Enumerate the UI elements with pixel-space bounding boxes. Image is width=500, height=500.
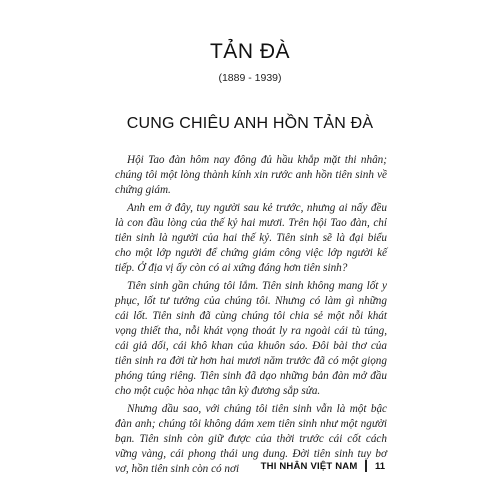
paragraph: Hội Tao đàn hôm nay đông đủ hầu khắp mặt thi nhân; chúng tôi một lòng thành kính xin rước anh hồn tiên sinh về chứng giám. (115, 154, 387, 196)
paragraph: Nhưng dầu sao, với chúng tôi tiên sinh vẫn là một bậc đàn anh; chúng tôi không dám xem tiên sinh như một người bạn. Tiên sinh còn giữ được của thời trước cái cốt cách vững vàng, cái phong thái ung dung. Đời tiên sinh tuy bơ vơ, hồn tiên sinh còn có nơi (115, 403, 387, 475)
author-name: TẢN ĐÀ (209, 40, 290, 63)
page-number: 11 (374, 460, 385, 472)
poem-title: CUNG CHIÊU ANH HỒN TẢN ĐÀ (126, 115, 374, 132)
paragraph: Anh em ở đây, tuy người sau kẻ trước, nhưng ai nấy đều là con đầu lòng của thế kỷ hai mươi. Trên hội Tao đàn, chỉ tiên sinh là người của hai thế kỷ. Tiên sinh sẽ là đại biểu cho một lớp người để chứng giám công việc lớp người kế tiếp. Ở địa vị ấy còn có ai xứng đáng hơn tiên sinh? (115, 202, 387, 274)
page-footer (261, 460, 385, 472)
footer-divider (365, 460, 367, 472)
poem-body (115, 153, 387, 480)
paragraph: Tiên sinh gần chúng tôi lắm. Tiên sinh không mang lốt y phục, lốt tư tưởng của chúng tôi. Nhưng có làm gì những cái lốt. Tiên sinh đã cùng chúng tôi chia sẻ một nỗi khát vọng thiết tha, nỗi khát vọng thoát ly ra ngoài cái tù túng, cái giả dối, cái khô khan của khuôn sáo. Đôi bài thơ của tiên sinh ra đời từ hơn hai mươi năm trước đã có một giọng phóng túng riêng. Tiên sinh đã dạo những bản đàn mở đầu cho một cuộc hòa nhạc tân kỳ đương sắp sửa. (115, 280, 387, 397)
book-title: THI NHÂN VIỆT NAM (260, 460, 358, 472)
author-years: (1889 - 1939) (218, 72, 282, 84)
